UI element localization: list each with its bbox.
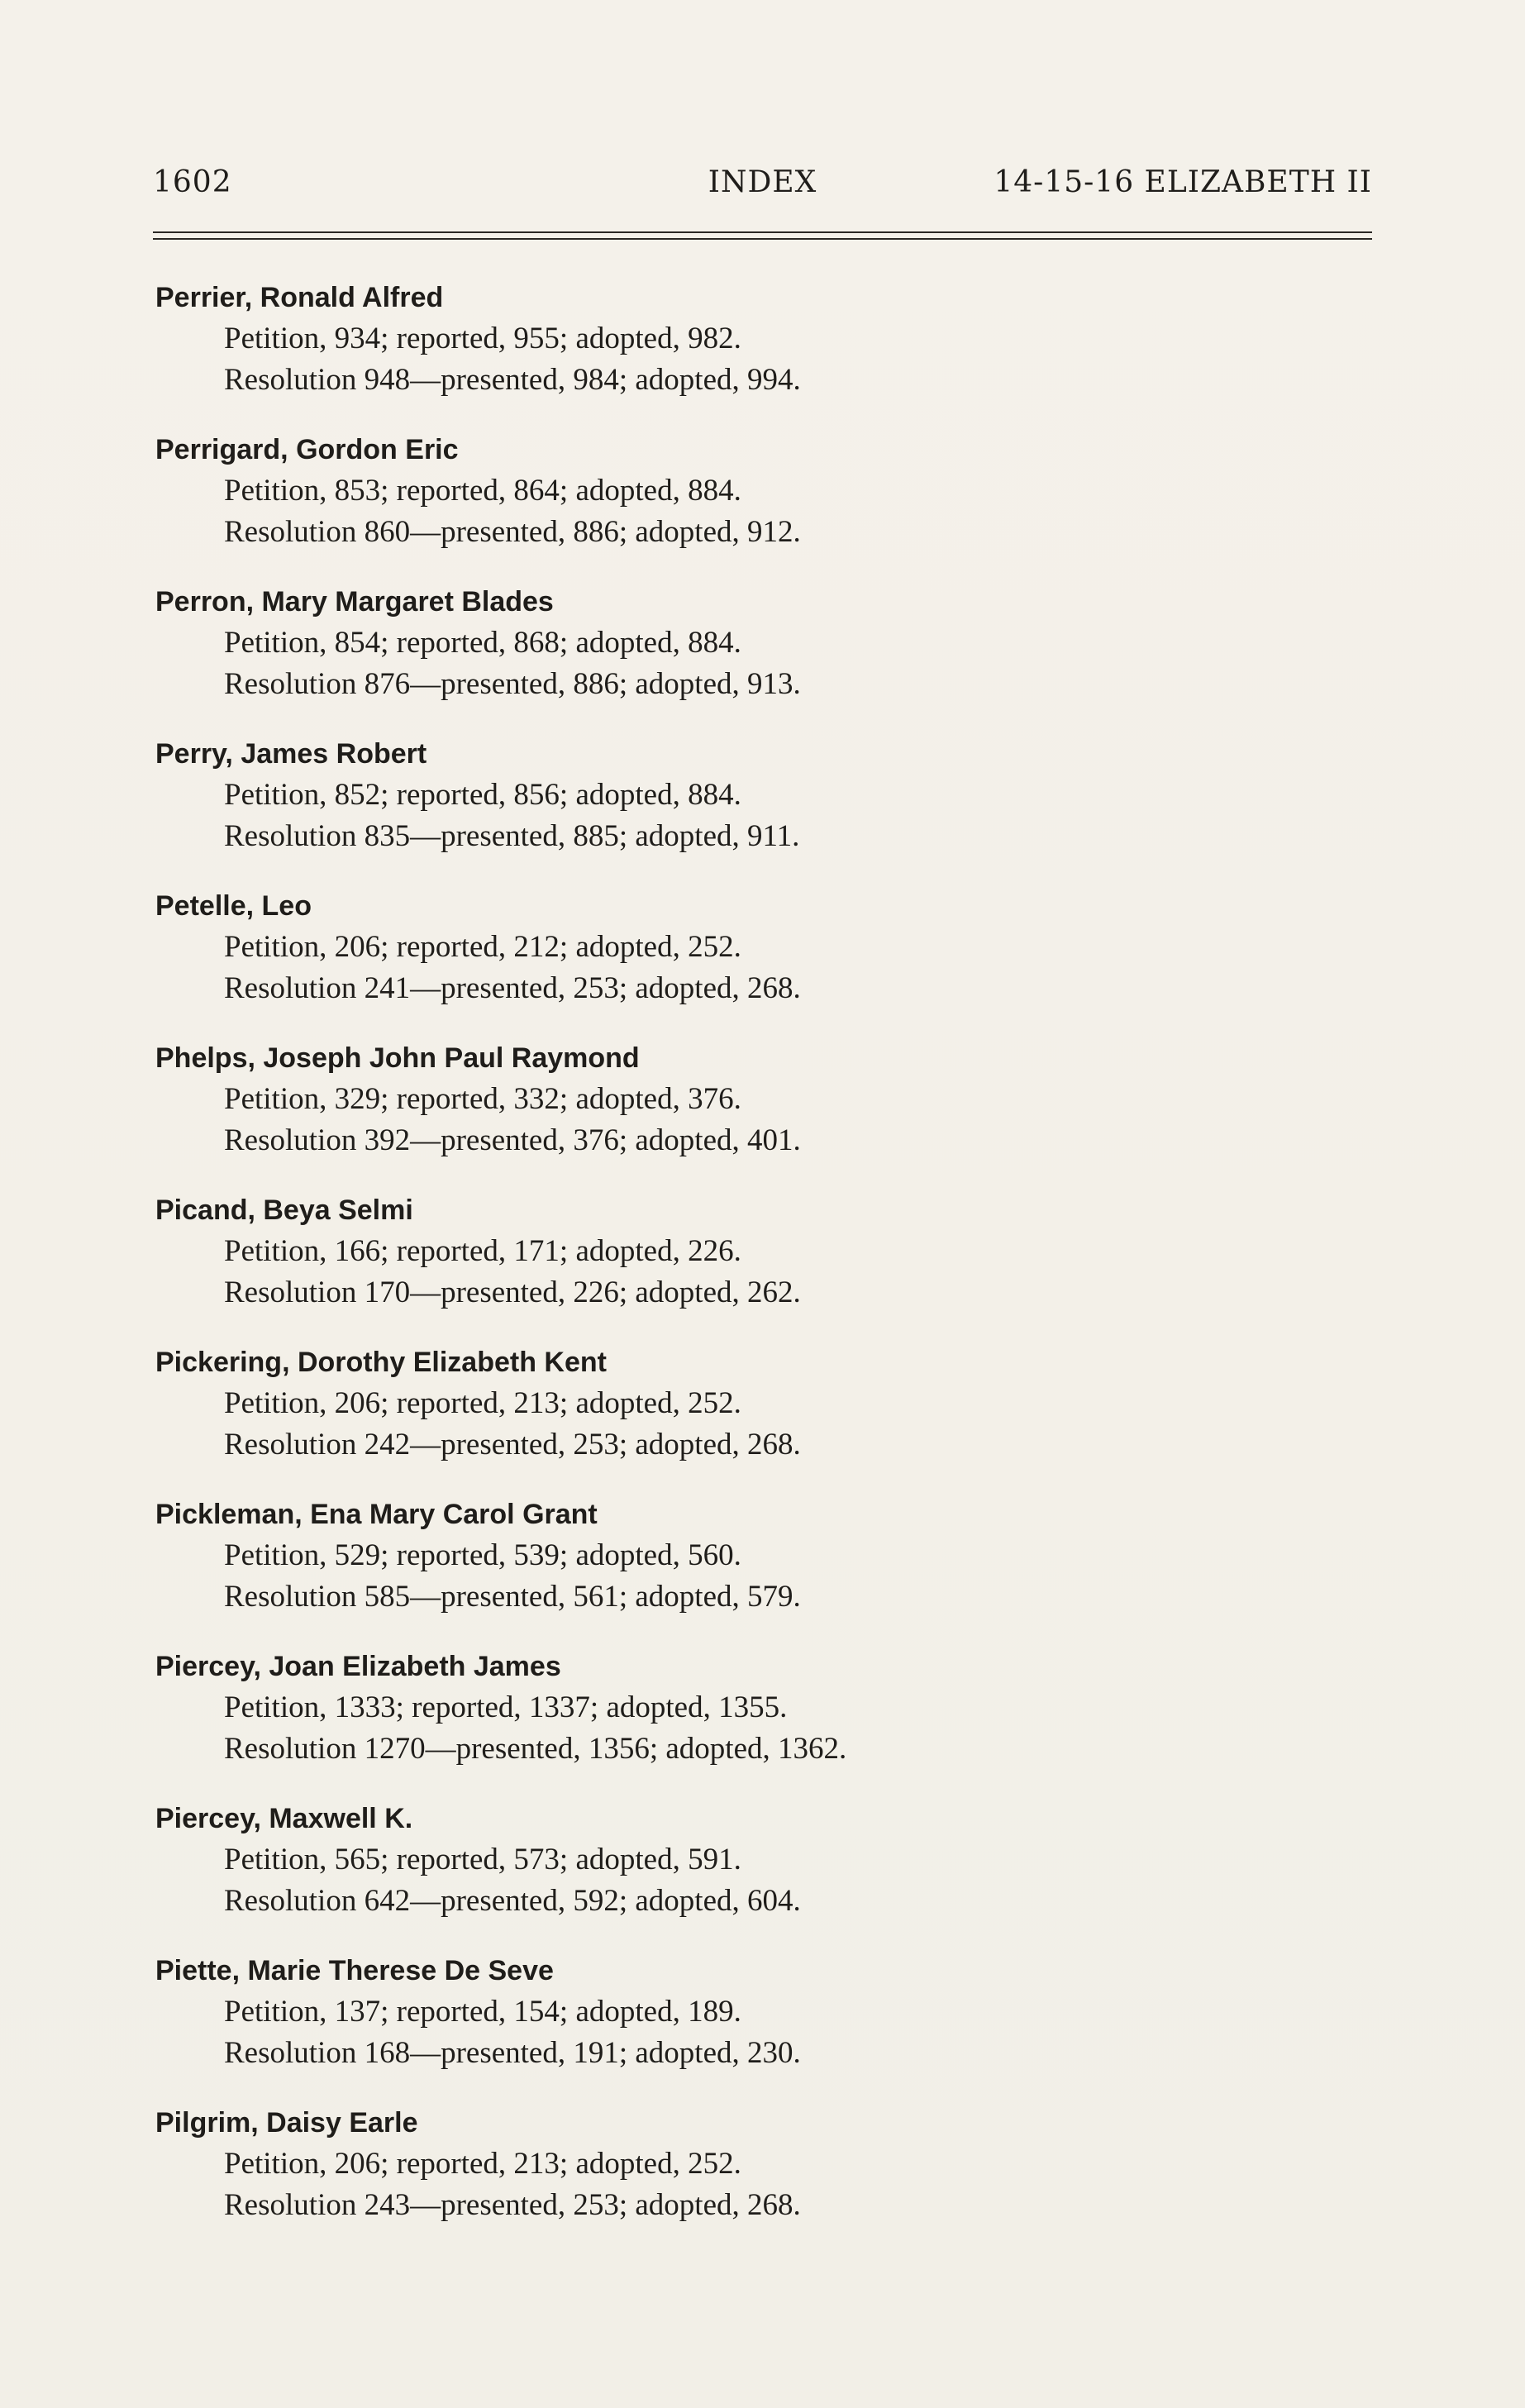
index-entry — [155, 1646, 1313, 1798]
entry-name: Piercey, Joan Elizabeth James — [155, 1651, 561, 1682]
entry-resolution: Resolution 170—presented, 226; adopted, 262. — [224, 1276, 801, 1309]
entry-petition: Petition, 206; reported, 213; adopted, 252. — [224, 2147, 741, 2181]
entry-petition: Petition, 529; reported, 539; adopted, 560. — [224, 1538, 741, 1572]
entry-resolution: Resolution 876—presented, 886; adopted, 913. — [224, 667, 801, 701]
entry-name: Piette, Marie Therese De Seve — [155, 1955, 554, 1986]
entry-name: Piercey, Maxwell K. — [155, 1803, 413, 1834]
entry-name: Phelps, Joseph John Paul Raymond — [155, 1042, 640, 1074]
entry-resolution: Resolution 241—presented, 253; adopted, 268. — [224, 971, 801, 1005]
session-label: 14-15-16 ELIZABETH II — [994, 165, 1372, 199]
index-entry — [155, 429, 1313, 581]
index-entry — [155, 1950, 1313, 2102]
entry-petition: Petition, 934; reported, 955; adopted, 982. — [224, 322, 741, 355]
page-number: 1602 — [153, 165, 232, 199]
index-entry — [155, 1190, 1313, 1342]
header-rule-top — [153, 231, 1372, 233]
entry-resolution: Resolution 168—presented, 191; adopted, 230. — [224, 2036, 801, 2070]
entry-resolution: Resolution 642—presented, 592; adopted, 604. — [224, 1884, 801, 1918]
entry-resolution: Resolution 948—presented, 984; adopted, 994. — [224, 363, 801, 397]
entry-petition: Petition, 206; reported, 213; adopted, 252. — [224, 1386, 741, 1420]
entry-resolution: Resolution 1270—presented, 1356; adopted, 1362. — [224, 1732, 847, 1766]
page-header — [153, 165, 1372, 215]
entry-petition: Petition, 1333; reported, 1337; adopted, 1355. — [224, 1690, 788, 1724]
entry-name: Picand, Beya Selmi — [155, 1194, 413, 1226]
entry-name: Petelle, Leo — [155, 890, 312, 922]
entry-petition: Petition, 854; reported, 868; adopted, 884. — [224, 626, 741, 660]
index-entries — [155, 277, 1313, 2254]
entry-name: Perron, Mary Margaret Blades — [155, 586, 554, 617]
index-entry — [155, 885, 1313, 1037]
entry-name: Perrigard, Gordon Eric — [155, 434, 459, 465]
header-rule-bottom — [153, 238, 1372, 240]
entry-name: Pickering, Dorothy Elizabeth Kent — [155, 1347, 607, 1378]
entry-name: Perry, James Robert — [155, 738, 427, 770]
index-entry — [155, 581, 1313, 733]
index-entry — [155, 277, 1313, 429]
index-entry — [155, 733, 1313, 885]
entry-resolution: Resolution 392—presented, 376; adopted, 401. — [224, 1123, 801, 1157]
index-entry — [155, 1037, 1313, 1190]
entry-resolution: Resolution 860—presented, 886; adopted, 912. — [224, 515, 801, 549]
entry-name: Perrier, Ronald Alfred — [155, 282, 444, 313]
index-entry — [155, 1342, 1313, 1494]
entry-petition: Petition, 852; reported, 856; adopted, 884. — [224, 778, 741, 812]
entry-petition: Petition, 137; reported, 154; adopted, 189. — [224, 1995, 741, 2029]
entry-petition: Petition, 206; reported, 212; adopted, 252. — [224, 930, 741, 964]
entry-petition: Petition, 166; reported, 171; adopted, 226. — [224, 1234, 741, 1268]
index-entry — [155, 1494, 1313, 1646]
section-title: INDEX — [708, 165, 817, 199]
entry-resolution: Resolution 242—presented, 253; adopted, 268. — [224, 1428, 801, 1461]
entry-name: Pilgrim, Daisy Earle — [155, 2107, 418, 2139]
entry-petition: Petition, 853; reported, 864; adopted, 884. — [224, 474, 741, 508]
index-entry — [155, 1798, 1313, 1950]
entry-petition: Petition, 329; reported, 332; adopted, 376. — [224, 1082, 741, 1116]
entry-name: Pickleman, Ena Mary Carol Grant — [155, 1499, 598, 1530]
index-entry — [155, 2102, 1313, 2254]
entry-petition: Petition, 565; reported, 573; adopted, 591. — [224, 1843, 741, 1876]
entry-resolution: Resolution 585—presented, 561; adopted, 579. — [224, 1580, 801, 1614]
entry-resolution: Resolution 243—presented, 253; adopted, 268. — [224, 2188, 801, 2222]
entry-resolution: Resolution 835—presented, 885; adopted, 911. — [224, 819, 800, 853]
